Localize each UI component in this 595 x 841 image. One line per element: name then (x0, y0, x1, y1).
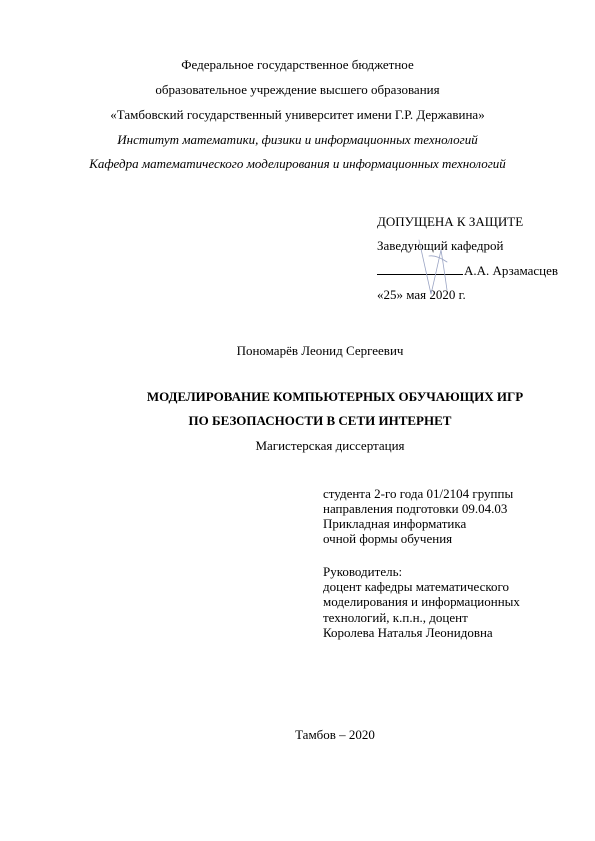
author-name: Пономарёв Леонид Сергеевич (236, 343, 404, 358)
handwritten-signature (411, 228, 471, 308)
approval-position: Заведующий кафедрой (377, 238, 504, 253)
student-info-line: очной формы обучения (323, 531, 453, 546)
document-type: Магистерская диссертация (255, 438, 405, 453)
student-info-line: направления подготовки 09.04.03 (323, 501, 508, 516)
approval-signer: А.А. Арзамасцев (464, 263, 559, 278)
supervisor-info-line: моделирования и информационных (323, 594, 520, 609)
approval-date: «25» мая 2020 г. (377, 287, 466, 302)
student-info-line: студента 2-го года 01/2104 группы (323, 486, 514, 501)
student-info-line: Прикладная информатика (323, 516, 467, 531)
supervisor-info-line: доцент кафедры математического (323, 579, 510, 594)
supervisor-name: Королева Наталья Леонидовна (323, 625, 493, 640)
institution-line-1: Федеральное государственное бюджетное (181, 57, 414, 72)
thesis-title-line-1: МОДЕЛИРОВАНИЕ КОМПЬЮТЕРНЫХ ОБУЧАЮЩИХ ИГР (146, 389, 524, 404)
supervisor-label: Руководитель: (323, 564, 403, 579)
approval-title: ДОПУЩЕНА К ЗАЩИТЕ (377, 214, 524, 229)
thesis-title-line-2: ПО БЕЗОПАСНОСТИ В СЕТИ ИНТЕРНЕТ (188, 413, 452, 428)
university-name: «Тамбовский государственный университет имени Г.Р. Державина» (110, 107, 485, 122)
institute-name: Институт математики, физики и информационных технологий (117, 132, 478, 147)
department-name: Кафедра математического моделирования и информационных технологий (89, 156, 506, 171)
institution-line-2: образовательное учреждение высшего образования (155, 82, 440, 97)
supervisor-info-line: технологий, к.п.н., доцент (323, 610, 468, 625)
city-year: Тамбов – 2020 (295, 727, 375, 742)
